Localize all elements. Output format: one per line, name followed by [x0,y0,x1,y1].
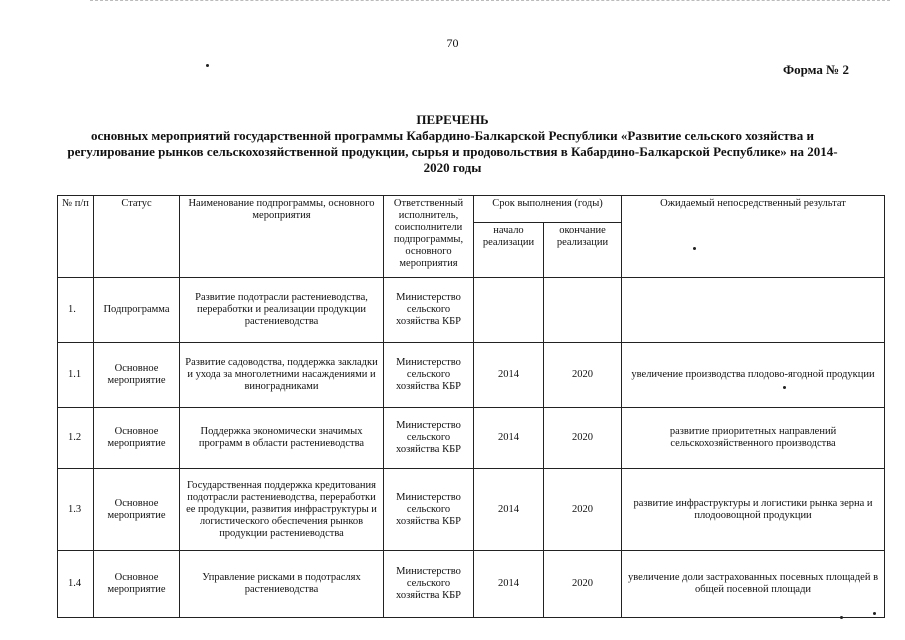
scan-speck [693,247,696,250]
header-name: Наименование подпрограммы, основного мероприятия [180,196,384,278]
document-subtitle: основных мероприятий государственной программы Кабардино-Балкарской Республики «Развитие сельского хозяйства и регулирование рынков сельскохозяйственной продукции, сырья и продовольствия в Кабардино-Балкарской Республике» на 2014-2020 годы [67,128,838,175]
row-end [544,278,622,343]
row-end: 2020 [544,469,622,551]
form-label: Форма № 2 [782,62,849,77]
row-executor: Министерство сельского хозяйства КБР [384,278,474,343]
row-status: Основное мероприятие [94,551,180,618]
row-end: 2020 [544,343,622,408]
header-start: начало реализации [474,223,544,278]
row-num: 1. [58,278,94,343]
row-num: 1.1 [58,343,94,408]
scan-speck [840,616,843,619]
row-status: Основное мероприятие [94,343,180,408]
row-name: Поддержка экономически значимых программ в области растениеводства [180,408,384,469]
scan-speck [206,64,209,67]
row-start [474,278,544,343]
table-row [58,469,885,551]
row-start: 2014 [474,343,544,408]
scan-top-edge [90,0,890,3]
table-row [58,551,885,618]
row-name: Управление рисками в подотраслях растениеводства [180,551,384,618]
row-end: 2020 [544,408,622,469]
row-result: увеличение производства плодово-ягодной продукции [622,343,885,408]
row-status: Подпрограмма [94,278,180,343]
row-executor: Министерство сельского хозяйства КБР [384,343,474,408]
row-status: Основное мероприятие [94,469,180,551]
row-num: 1.2 [58,408,94,469]
row-start: 2014 [474,551,544,618]
row-result [622,278,885,343]
header-term: Срок выполнения (годы) [474,196,622,223]
row-start: 2014 [474,408,544,469]
row-status: Основное мероприятие [94,408,180,469]
row-executor: Министерство сельского хозяйства КБР [384,551,474,618]
header-num: № п/п [58,196,94,278]
row-executor: Министерство сельского хозяйства КБР [384,469,474,551]
measures-table [57,195,885,618]
row-start: 2014 [474,469,544,551]
table-row [58,343,885,408]
header-end: окончание реализации [544,223,622,278]
row-result: развитие инфраструктуры и логистики рынка зерна и плодоовощной продукции [622,469,885,551]
table-row [58,408,885,469]
document-title: ПЕРЕЧЕНЬ [416,112,489,127]
table-header-row [58,196,885,223]
row-name: Государственная поддержка кредитования подотрасли растениеводства, переработки ее продукции, развития инфраструктуры и логистического обеспечения рынков продукции растениеводства [180,469,384,551]
row-executor: Министерство сельского хозяйства КБР [384,408,474,469]
table-row [58,278,885,343]
scan-speck [873,612,876,615]
row-num: 1.3 [58,469,94,551]
header-executor: Ответственный исполнитель, соисполнители подпрограммы, основного мероприятия [384,196,474,278]
row-num: 1.4 [58,551,94,618]
row-result: развитие приоритетных направлений сельскохозяйственного производства [622,408,885,469]
page-number: 70 [446,36,459,50]
row-end: 2020 [544,551,622,618]
header-status: Статус [94,196,180,278]
row-name: Развитие подотрасли растениеводства, переработки и реализации продукции растениеводства [180,278,384,343]
row-name: Развитие садоводства, поддержка закладки и ухода за многолетними насаждениями и виноградниками [180,343,384,408]
header-result: Ожидаемый непосредственный результат [622,196,885,278]
row-result: увеличение доли застрахованных посевных площадей в общей посевной площади [622,551,885,618]
scan-speck [783,386,786,389]
